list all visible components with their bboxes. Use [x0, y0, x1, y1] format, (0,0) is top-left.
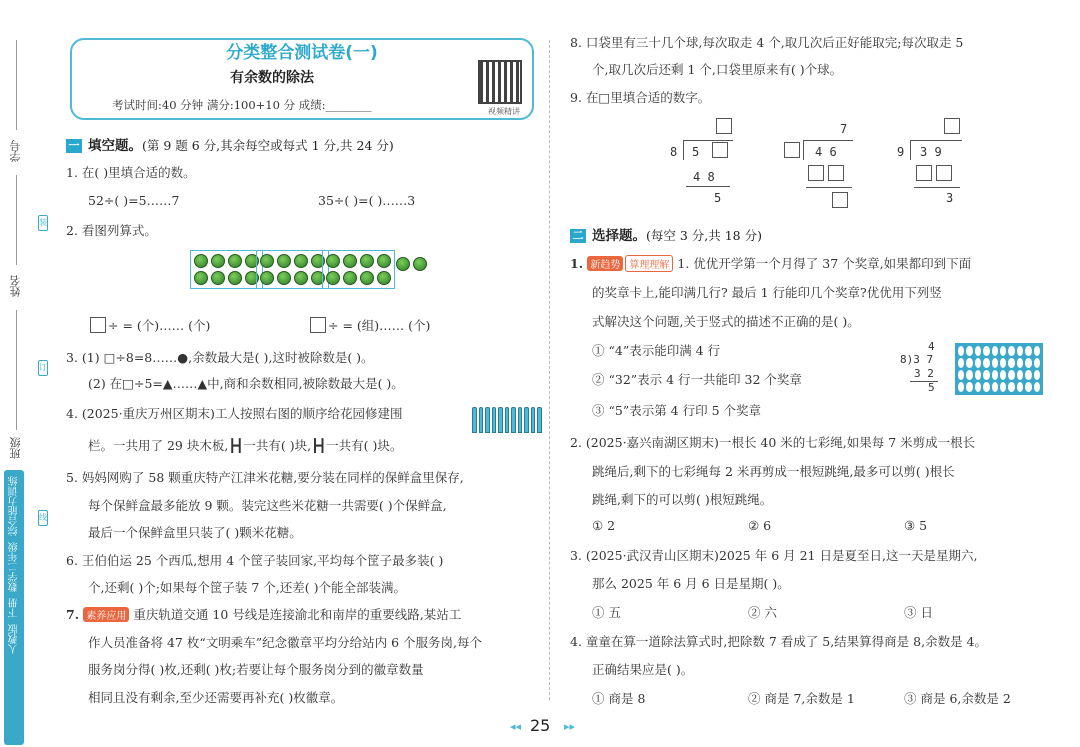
- choice-2c: 跳绳,剩下的可以剪( )根短跳绳。: [592, 492, 773, 507]
- choice-3b: 那么 2025 年 6 月 6 日是星期( )。: [592, 576, 790, 591]
- remainder: 5: [714, 191, 722, 205]
- option[interactable]: ③ 商是 6,余数是 2: [904, 691, 1011, 706]
- margin-line: [16, 40, 17, 130]
- question-1: 1. 在( )里填合适的数。: [66, 165, 196, 180]
- division-bar: [803, 140, 853, 141]
- quotient: 4: [928, 340, 935, 353]
- division-bar: [683, 140, 733, 141]
- qr-code-icon[interactable]: [478, 60, 522, 104]
- divisor: 8: [670, 145, 678, 159]
- question-7a: 7. 素养应用 重庆轨道交通 10 号线是连接渝北和南岸的重要线路,某站工: [66, 607, 462, 622]
- qr-caption: 视频精讲: [488, 107, 520, 116]
- question-7b: 作人员准备将 47 枚“文明乘车”纪念徽章平均分给站内 6 个服务岗,每个: [88, 635, 483, 650]
- question-8b: 个,取几次后还剩 1 个,口袋里原来有( )个球。: [592, 62, 843, 77]
- question-5c: 最后一个保鲜盒里只装了( )颗米花糖。: [88, 525, 302, 540]
- remainder: 5: [928, 381, 935, 394]
- digit-box[interactable]: [714, 118, 734, 134]
- choice-3a: 3. (2025·武汉青山区期末)2025 年 6 月 21 日是夏至日,这一天是星期六,: [570, 548, 978, 563]
- badge-card-picture: [955, 343, 1043, 395]
- option[interactable]: ② 六: [748, 605, 777, 620]
- dividend: 3 9: [920, 145, 942, 159]
- option[interactable]: ③ 5: [904, 518, 928, 533]
- dividend: 4 6: [815, 145, 837, 159]
- choice-1a: 1. 新趋势 算理理解 1. 优优开学第一个月得了 37 个奖章,如果都印到下面: [570, 256, 972, 271]
- quotient: 7: [840, 122, 848, 136]
- melon-group: [190, 250, 263, 289]
- choice-1b: 的奖章卡上,能印满几行? 最后 1 行能印几个奖章?优优用下列竖: [592, 285, 942, 300]
- section-heading: 二 选择题。(每空 3 分,共 18 分): [570, 224, 762, 244]
- question-6b: 个,还剩( )个;如果每个筐子装 7 个,还差( )个能全部装满。: [88, 580, 407, 595]
- choice-1c: 式解决这个问题,关于竖式的描述不正确的是( )。: [592, 314, 860, 329]
- division-line: [686, 186, 730, 187]
- division-bar: [910, 140, 962, 141]
- digit-box[interactable]: [806, 165, 846, 181]
- option[interactable]: ① 商是 8: [592, 691, 646, 706]
- question-5a: 5. 妈妈网购了 58 颗重庆特产江津米花糖,要分装在同样的保鲜盒里保存,: [66, 470, 464, 485]
- fence-picture: [472, 407, 542, 433]
- question-7d: 相同且没有剩余,至少还需要再补充( )枚徽章。: [88, 690, 344, 705]
- option[interactable]: ② 商是 7,余数是 1: [748, 691, 855, 706]
- margin-line: [16, 310, 17, 430]
- question-5b: 每个保鲜盒最多能放 9 颗。装完这些米花糖一共需要( )个保鲜盒,: [88, 498, 447, 513]
- test-subtitle: 有余数的除法: [230, 70, 314, 86]
- melon-group: [256, 250, 329, 289]
- question-8a: 8. 口袋里有三十几个球,每次取走 4 个,取几次后正好能取完;每次取走 5: [570, 35, 964, 50]
- name-label: 姓名: [9, 275, 22, 297]
- division-bracket: [803, 140, 804, 160]
- choice-4a: 4. 童童在算一道除法算式时,把除数 7 看成了 5,结果算得商是 8,余数是 4。: [570, 634, 987, 649]
- dividend: 8)3 7: [900, 353, 934, 366]
- digit-box[interactable]: [914, 165, 954, 181]
- option[interactable]: ① 2: [592, 518, 616, 533]
- binding-mark: 线: [38, 510, 48, 526]
- student-id-label: 学号: [9, 140, 22, 162]
- question-3a: 3. (1) □÷8=8……●,余数最大是( ),这时被除数是( )。: [66, 350, 374, 365]
- choice-2a: 2. (2025·嘉兴南湖区期末)一根长 40 米的七彩绳,如果每 7 米剪成一根长: [570, 435, 976, 450]
- option[interactable]: ① 五: [592, 605, 621, 620]
- prev-arrow-icon: ◂◂: [510, 720, 522, 733]
- question-2: 2. 看图列算式。: [66, 223, 157, 238]
- division-bracket: [683, 140, 684, 160]
- test-meta: 考试时间:40 分钟 满分:100+10 分 成绩:________: [112, 98, 372, 112]
- binding-margin: [0, 0, 58, 747]
- option[interactable]: ③ “5”表示第 4 行印 5 个奖章: [592, 403, 762, 418]
- dividend: 5: [692, 145, 700, 159]
- q1-blank-a: 52÷( )=5……7: [88, 193, 180, 208]
- subtrahend: 3 2: [914, 367, 934, 380]
- margin-line: [16, 175, 17, 265]
- series-brand: 综合能力训练 数学二年级 下册 人教版: [4, 470, 24, 745]
- column-divider: [549, 40, 550, 700]
- literacy-tag: 素养应用: [83, 607, 129, 622]
- subtrahend: 4 8: [693, 170, 715, 184]
- choice-2b: 跳绳后,剩下的七彩绳每 2 米再剪成一根短跳绳,最多可以剪( )根长: [592, 464, 955, 479]
- divisor: 9: [897, 145, 905, 159]
- q1-blank-b: 35÷( )=( )……3: [318, 193, 416, 208]
- option[interactable]: ① “4”表示能印满 4 行: [592, 343, 721, 358]
- digit-box[interactable]: [710, 142, 730, 158]
- option[interactable]: ③ 日: [904, 605, 933, 620]
- melon-group: [322, 250, 395, 289]
- remainder: 3: [946, 191, 954, 205]
- binding-mark: 订: [38, 360, 48, 376]
- question-9: 9. 在□里填合适的数字。: [570, 90, 711, 105]
- division-bracket: [910, 140, 911, 160]
- digit-box[interactable]: [782, 142, 802, 158]
- digit-box[interactable]: [942, 118, 962, 134]
- title-box: [70, 38, 534, 120]
- class-label: 班级: [9, 437, 22, 459]
- division-line: [806, 187, 852, 188]
- q2-equation-a: ÷ = (个)…… (个): [88, 316, 210, 334]
- melon-extra: [396, 257, 427, 271]
- option[interactable]: ② 6: [748, 518, 772, 533]
- test-title: 分类整合测试卷(一): [226, 43, 378, 63]
- q2-equation-b: ÷ = (组)…… (个): [308, 316, 430, 334]
- choice-4b: 正确结果应是( )。: [592, 662, 694, 677]
- digit-box[interactable]: [830, 192, 850, 208]
- question-3b: (2) 在□÷5=▲……▲中,商和余数相同,被除数最大是( )。: [88, 376, 404, 391]
- section-heading: 一 填空题。(第 9 题 6 分,其余每空或每式 1 分,共 24 分): [66, 134, 394, 154]
- binding-mark: 装: [38, 215, 48, 231]
- page-number: 25: [530, 716, 551, 735]
- question-7c: 服务岗分得( )枚,还剩( )枚;若要让每个服务岗分到的徽章数量: [88, 662, 424, 677]
- next-arrow-icon: ▸▸: [564, 720, 576, 733]
- option[interactable]: ② “32”表示 4 行一共能印 32 个奖章: [592, 372, 802, 387]
- question-4: 4. (2025·重庆万州区期末)工人按照右图的顺序给花园修建围: [66, 406, 403, 421]
- question-4b: 栏。一共用了 29 块木板,┣┫一共有( )块,┣┫一共有( )块。: [88, 438, 403, 453]
- division-line: [914, 187, 960, 188]
- question-6a: 6. 王伯伯运 25 个西瓜,想用 4 个筐子装回家,平均每个筐子最多装( ): [66, 553, 444, 568]
